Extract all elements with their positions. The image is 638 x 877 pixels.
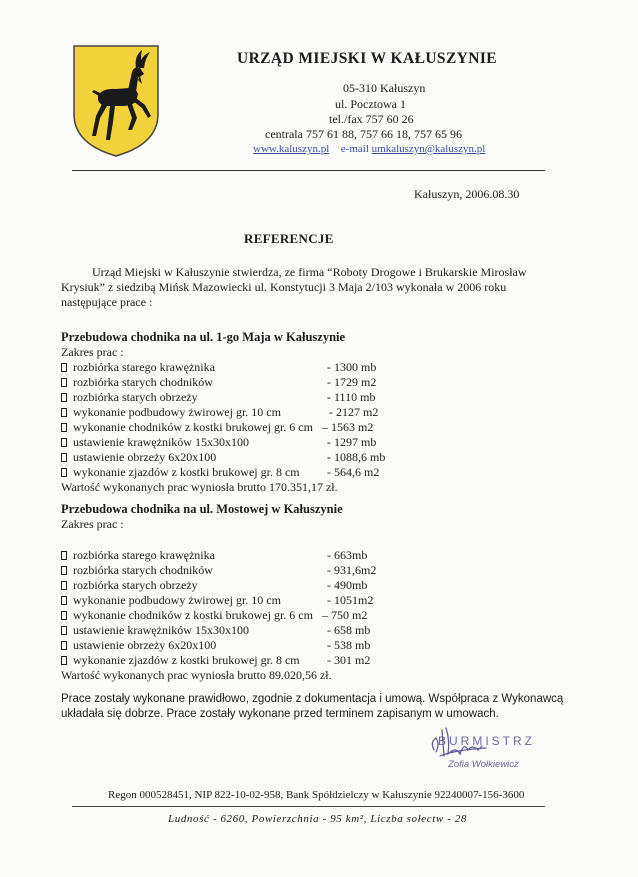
section1-item: rozbiórka starego krawężnika - 1300 mb — [61, 360, 215, 375]
section2-item: wykonanie podbudowy żwirowej gr. 10 cm - 1051m2 — [61, 593, 281, 608]
section1-total: Wartość wykonanych prac wyniosła brutto 170.351,17 zł. — [61, 480, 338, 494]
section2-item: wykonanie chodników z kostki brukowej gr. 6 cm – 750 m2 — [61, 608, 313, 623]
switchboard-numbers: centrala 757 61 88, 757 66 18, 757 65 96 — [265, 127, 462, 141]
footer-stats: Ludność - 6260, Powierzchnia - 95 km², Liczba sołectw - 28 — [168, 813, 468, 825]
section2-title: Przebudowa chodnika na ul. Mostowej w Kałuszynie — [61, 502, 343, 516]
checkbox-bullet-icon — [61, 468, 67, 477]
section2-item: rozbiórka starych chodników - 931,6m2 — [61, 563, 213, 578]
checkbox-bullet-icon — [61, 378, 67, 387]
checkbox-bullet-icon — [61, 596, 67, 605]
section2-item: rozbiórka starych obrzeży - 490mb — [61, 578, 198, 593]
mayor-stamp-title: BURMISTRZ — [438, 734, 535, 748]
section1-title: Przebudowa chodnika na ul. 1-go Maja w Kałuszynie — [61, 330, 346, 344]
section1-item: wykonanie chodników z kostki brukowej gr. 6 cm – 1563 m2 — [61, 420, 313, 435]
office-title: URZĄD MIEJSKI W KAŁUSZYNIE — [237, 50, 498, 67]
section2-total: Wartość wykonanych prac wyniosła brutto 89.020,56 zł. — [61, 668, 332, 682]
contact-links — [253, 143, 485, 155]
section2-item: wykonanie zjazdów z kostki brukowej gr. 8 cm - 301 m2 — [61, 653, 300, 668]
section1-item: ustawienie obrzeży 6x20x100 - 1088,6 mb — [61, 450, 216, 465]
website-link[interactable]: www.kaluszyn.pl — [253, 143, 330, 155]
checkbox-bullet-icon — [61, 408, 67, 417]
closing-line-1: Prace zostały wykonane prawidłowo, zgodnie z dokumentacja i umową. Współpraca z Wykonawcą — [61, 693, 564, 705]
mayor-stamp-name: Zofia Wołkiewicz — [448, 759, 519, 770]
section1-item: rozbiórka starych obrzeży - 1110 mb — [61, 390, 198, 405]
checkbox-bullet-icon — [61, 363, 67, 372]
section1-item: rozbiórka starych chodników - 1729 m2 — [61, 375, 213, 390]
section1-scope-label: Zakres prac : — [61, 345, 124, 359]
document-heading: REFERENCJE — [244, 231, 334, 246]
intro-line-3: następujące prace : — [61, 295, 153, 309]
email-link[interactable]: umkaluszyn@kaluszyn.pl — [371, 143, 486, 155]
closing-line-2: układała się dobrze. Prace zostały wykonane przed terminem zapisanym w umowach. — [61, 708, 499, 720]
street-address: ul. Pocztowa 1 — [335, 97, 406, 111]
section2-item: ustawienie obrzeży 6x20x100 - 538 mb — [61, 638, 216, 653]
checkbox-bullet-icon — [61, 611, 67, 620]
section1-item: wykonanie zjazdów z kostki brukowej gr. 8 cm - 564,6 m2 — [61, 465, 300, 480]
checkbox-bullet-icon — [61, 453, 67, 462]
checkbox-bullet-icon — [61, 423, 67, 432]
section2-scope-label: Zakres prac : — [61, 517, 124, 531]
section2-item: rozbiórka starego krawężnika - 663mb — [61, 548, 215, 563]
checkbox-bullet-icon — [61, 656, 67, 665]
document-date: Kałuszyn, 2006.08.30 — [414, 187, 520, 201]
intro-line-1: Urząd Miejski w Kałuszynie stwierdza, ze firma “Roboty Drogowe i Brukarskie Mirosław — [92, 265, 527, 279]
section1-item: ustawienie krawężników 15x30x100 - 1297 mb — [61, 435, 249, 450]
tel-fax: tel./fax 757 60 26 — [329, 112, 414, 126]
postal-address: 05-310 Kałuszyn — [343, 81, 426, 95]
footer-divider — [72, 806, 545, 807]
checkbox-bullet-icon — [61, 581, 67, 590]
handwritten-signature — [420, 720, 500, 762]
header-divider — [72, 170, 545, 171]
email-label: e-mail — [340, 143, 369, 155]
checkbox-bullet-icon — [61, 626, 67, 635]
section1-item: wykonanie podbudowy żwirowej gr. 10 cm - 2127 m2 — [61, 405, 281, 420]
footer-registry: Regon 000528451, NIP 822-10-02-958, Bank Spółdzielczy w Kałuszynie 92240007-156-3600 — [108, 789, 525, 801]
checkbox-bullet-icon — [61, 438, 67, 447]
checkbox-bullet-icon — [61, 641, 67, 650]
checkbox-bullet-icon — [61, 551, 67, 560]
coat-of-arms-logo — [72, 44, 160, 158]
checkbox-bullet-icon — [61, 393, 67, 402]
checkbox-bullet-icon — [61, 566, 67, 575]
intro-line-2: Krysiuk” z siedzibą Mińsk Mazowiecki ul. Konstytucji 3 Maja 2/103 wykonała w 2006 roku — [61, 280, 507, 294]
section2-item: ustawienie krawężników 15x30x100 - 658 mb — [61, 623, 249, 638]
